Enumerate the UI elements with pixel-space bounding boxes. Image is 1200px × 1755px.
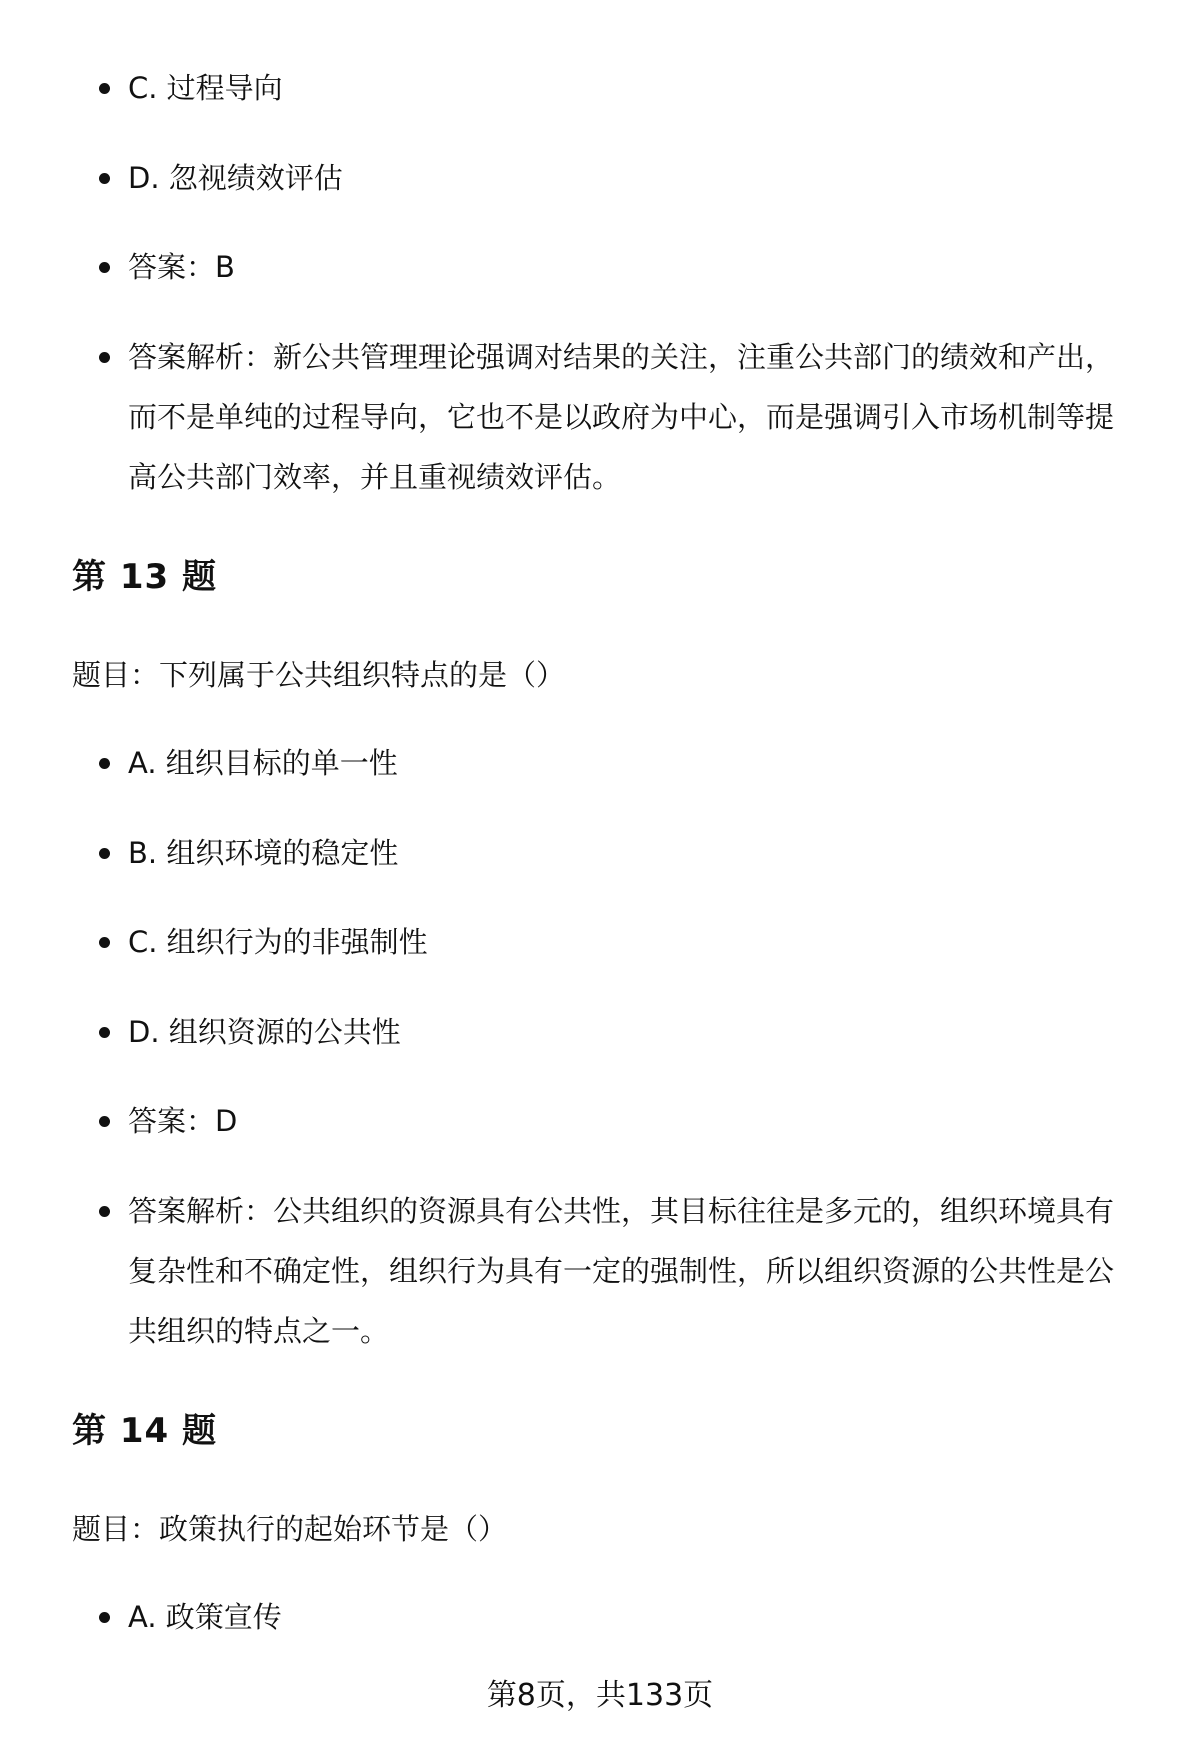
q12-option-d: D. 忽视绩效评估 <box>128 148 1138 208</box>
q13-option-c: C. 组织行为的非强制性 <box>128 912 1138 972</box>
q13-heading: 第 13 题 <box>72 557 217 597</box>
q13-option-a: A. 组织目标的单一性 <box>128 733 1138 793</box>
q14-option-a: A. 政策宣传 <box>128 1587 1138 1647</box>
q13-stem: 题目：下列属于公共组织特点的是（） <box>72 658 566 692</box>
q14-heading: 第 14 题 <box>72 1411 217 1451</box>
q12-option-c: C. 过程导向 <box>128 58 1138 118</box>
q14-stem: 题目：政策执行的起始环节是（） <box>72 1512 508 1546</box>
page-indicator: 第8页，共133页 <box>486 1678 714 1713</box>
q13-explanation: 答案解析：公共组织的资源具有公共性，其目标往往是多元的，组织环境具有复杂性和不确定性，组织行为具有一定的强制性，所以组织资源的公共性是公共组织的特点之一。 <box>128 1181 1138 1361</box>
q13-answer: 答案：D <box>128 1091 1138 1151</box>
q12-answer: 答案：B <box>128 237 1138 297</box>
q13-option-d: D. 组织资源的公共性 <box>128 1002 1138 1062</box>
q12-explanation: 答案解析：新公共管理理论强调对结果的关注，注重公共部门的绩效和产出，而不是单纯的过程导向，它也不是以政府为中心，而是强调引入市场机制等提高公共部门效率，并且重视绩效评估。 <box>128 327 1138 507</box>
q13-option-b: B. 组织环境的稳定性 <box>128 823 1138 883</box>
